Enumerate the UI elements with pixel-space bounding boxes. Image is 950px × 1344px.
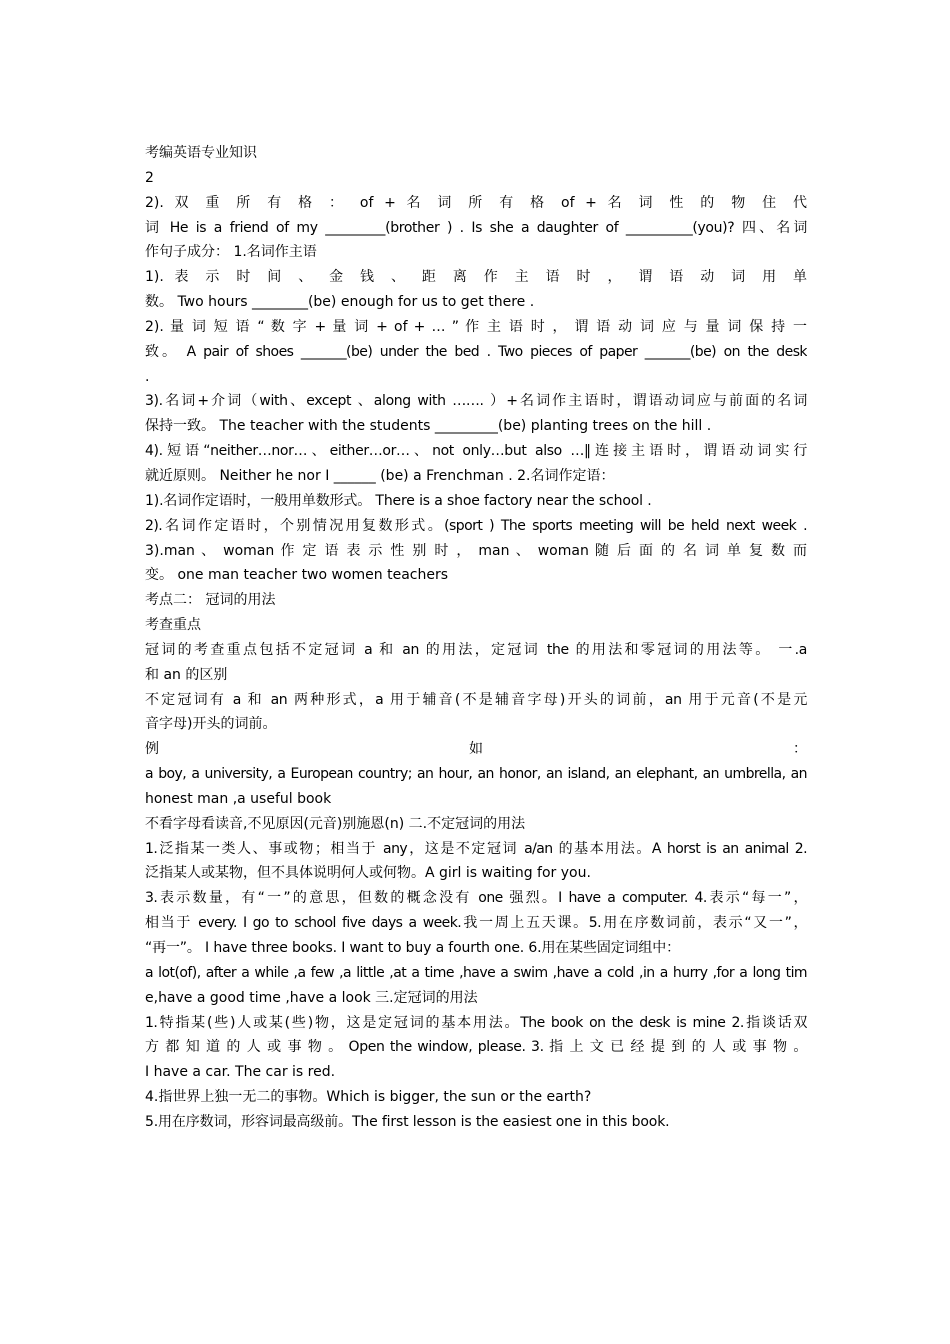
text-line: 保持一致。 The teacher with the students _________(be) planting trees on the hill . [145,418,712,435]
text-line: a boy, a university, a European country; an hour, an honor, an island, an elephant, an umbrella, an [145,766,807,783]
text-line: 方 都 知 道 的 人 或 事 物 。 Open the window, please. 3. 指 上 文 已 经 提 到 的 人 或 事 物 。 [145,1039,807,1056]
text-line: e,have a good time ,have a look 三.定冠词的用法 [145,989,478,1006]
text-line: 1.泛指某一类人、事或物；相当于 any，这是不定冠词 a/an 的基本用法。A horst is an animal 2. [145,840,807,857]
text-line: 数。 Two hours ________(be) enough for us to get there . [145,294,535,311]
text-line: 词 He is a friend of my _________(brother ) . Is she a daughter of __________(you)? 四、名词 [145,219,807,236]
text-line: 2). 量 词 短 语 “ 数 字 + 量 词 + of + … ” 作 主 语 时 ， 谓 语 动 词 应 与 量 词 保 持 一 [145,318,807,335]
text-line: 5.用在序数词，形容词最高级前。The first lesson is the easiest one in this book. [145,1113,670,1130]
text-line: 冠词的考查重点包括不定冠词 a 和 an 的用法，定冠词 the 的用法和零冠词的用法等。 一.a [145,641,807,658]
text-line: 1). 表 示 时 间 、 金 钱 、 距 离 作 主 语 时 ， 谓 语 动 词 用 单 [145,269,807,286]
document-page [145,141,807,1135]
text-line: 例 如 ： [145,741,807,758]
text-line: 和 an 的区别 [145,666,228,683]
text-line: 就近原则。 Neither he nor I ______ (be) a Frenchman . 2.名词作定语： [145,467,615,484]
text-line: 4.指世界上独一无二的事物。Which is bigger, the sun or the earth? [145,1089,592,1106]
text-line: 1).名词作定语时，一般用单数形式。 There is a shoe factory near the school . [145,492,652,509]
page-number: 2 [145,169,154,186]
text-line: . [145,368,150,385]
text-line: 3).man 、 woman 作 定 语 表 示 性 别 时 ， man 、 woman 随 后 面 的 名 词 单 复 数 而 [145,542,807,559]
text-line: 3.表示数量，有“一”的意思，但数的概念没有 one 强烈。I have a computer. 4.表示“每一”， [145,890,807,907]
text-line: 3).名词+介词（with、except 、along with ……. ）+名词作主语时，谓语动词应与前面的名词 [145,393,807,410]
text-line: “再一”。 I have three books. I want to buy a fourth one. 6.用在某些固定词组中： [145,940,680,956]
text-line: 泛指某人或某物，但不具体说明何人或何物。A girl is waiting for you. [145,865,591,882]
text-line: 音字母)开头的词前。 [145,716,277,733]
text-line: 致。 A pair of shoes _______(be) under the bed . Two pieces of paper _______(be) on the desk [145,343,807,360]
text-line: honest man ,a useful book [145,790,332,807]
text-line: 变。 one man teacher two women teachers [145,567,449,584]
text-line: 4).短语“neither…nor…、either…or…、not only…but also …‖连接主语时，谓语动词实行 [145,443,807,460]
text-line: 不看字母看读音,不见原因(元音)别施恩(n) 二.不定冠词的用法 [145,815,526,832]
text-line: 1.特指某(些)人或某(些)物，这是定冠词的基本用法。The book on the desk is mine 2.指谈话双 [145,1014,807,1031]
text-line: 相当于 every. I go to school five days a week.我一周上五天课。5.用在序数词前，表示“又一”， [145,915,807,932]
text-line: 不定冠词有 a 和 an 两种形式，a 用于辅音(不是辅音字母)开头的词前，an 用于元音(不是元 [145,691,807,708]
text-line: 2).名词作定语时，个别情况用复数形式。(sport ) The sports meeting will be held next week . [145,517,807,534]
text-line: 2). 双 重 所 有 格 ： of + 名 词 所 有 格 of + 名 词 性 的 物 住 代 [145,194,807,211]
section-subheading: 考查重点 [145,617,201,634]
section-heading: 考点二： 冠词的用法 [145,592,276,609]
text-line: a lot(of), after a while ,a few ,a little ,at a time ,have a swim ,have a cold ,in a hurry ,for a long tim [145,964,807,981]
doc-title: 考编英语专业知识 [145,145,257,161]
text-line: I have a car. The car is red. [145,1064,336,1081]
text-line: 作句子成分： 1.名词作主语 [145,244,317,261]
